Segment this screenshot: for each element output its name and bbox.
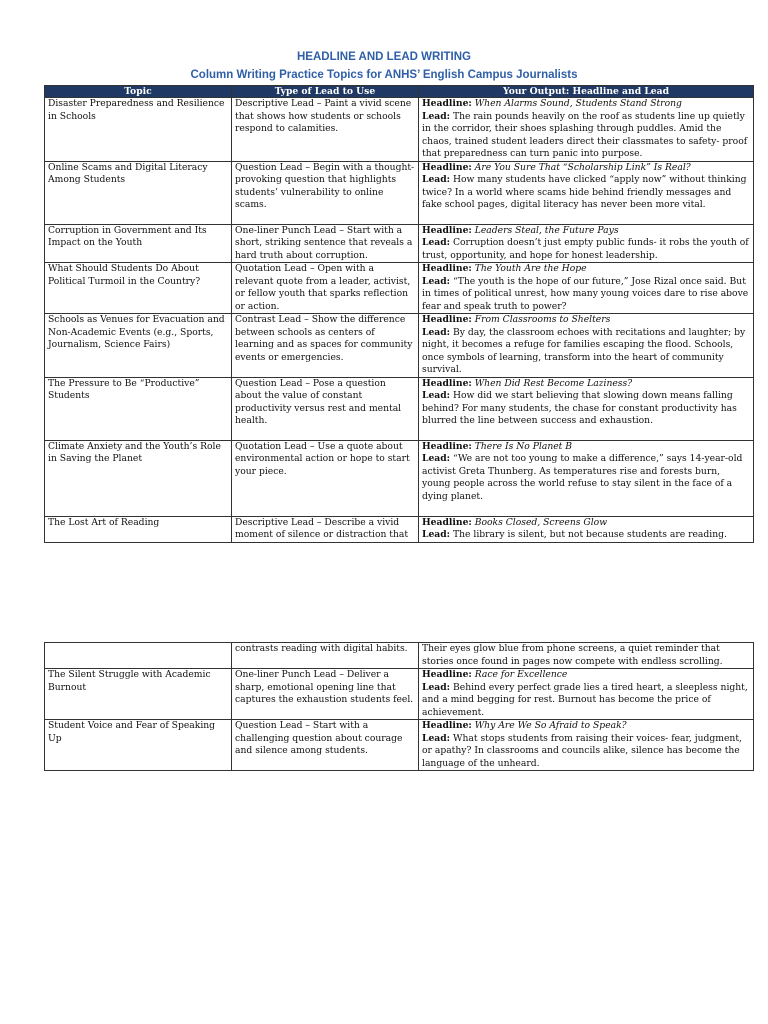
headline-label: Headline: — [422, 720, 472, 731]
output-cell: Their eyes glow blue from phone screens, a quiet reminder that stories once found in pages now compete with endless scrolling. — [419, 643, 754, 669]
lead-type-cell: Question Lead – Begin with a thought-provoking question that highlights students’ vulnerability to online scams. — [232, 161, 419, 224]
headline-label: Headline: — [422, 669, 472, 680]
lead-type-cell: One-liner Punch Lead – Deliver a sharp, emotional opening line that captures the exhaustion students feel. — [232, 669, 419, 720]
table-row — [45, 263, 754, 314]
output-cell — [419, 314, 754, 378]
table-row — [45, 161, 754, 224]
lead-text: What stops students from raising their voices- fear, judgment, or apathy? In classrooms and councils alike, silence has become the language of the unheard. — [422, 732, 742, 769]
lead-label: Lead: — [422, 326, 451, 338]
lead-text: Corruption doesn’t just empty public funds- it robs the youth of trust, opportunity, and hope for honest leadership. — [422, 237, 749, 261]
headline-label: Headline: — [422, 263, 472, 274]
lead-type-cell: Question Lead – Start with a challenging question about courage and silence among students. — [232, 720, 419, 771]
topic-cell: Climate Anxiety and the Youth’s Role in Saving the Planet — [45, 440, 232, 516]
table-row — [45, 314, 754, 378]
headline-text: Books Closed, Screens Glow — [474, 516, 608, 528]
topic-cell: Online Scams and Digital Literacy Among Students — [45, 161, 232, 224]
column-header-output: Your Output: Headline and Lead — [419, 86, 754, 98]
headline-text: The Youth Are the Hope — [474, 263, 587, 274]
topic-cell: Student Voice and Fear of Speaking Up — [45, 720, 232, 771]
output-cell — [419, 440, 754, 516]
lead-type-cell: Quotation Lead – Use a quote about environmental action or hope to start your piece. — [232, 440, 419, 516]
headline-text: Race for Excellence — [474, 669, 568, 680]
table-row — [45, 669, 754, 720]
lead-type-cell: One-liner Punch Lead – Start with a short, striking sentence that reveals a hard truth about corruption. — [232, 224, 419, 263]
output-cell — [419, 98, 754, 162]
lead-label: Lead: — [422, 681, 451, 693]
headline-text: There Is No Planet B — [474, 440, 573, 452]
lead-text: How did we start believing that slowing down means falling behind? For many students, the chase for constant productivity has blurred the line between success and exhaustion. — [422, 390, 737, 426]
lead-label: Lead: — [422, 453, 451, 464]
output-cell — [419, 377, 754, 440]
topics-table-page-1 — [44, 85, 754, 543]
headline-text: When Did Rest Become Laziness? — [474, 377, 633, 389]
headline-label: Headline: — [422, 224, 472, 236]
document-title: HEADLINE AND LEAD WRITING — [297, 51, 471, 63]
headline-label: Headline: — [422, 161, 472, 173]
topic-cell: Corruption in Government and Its Impact on the Youth — [45, 224, 232, 263]
lead-text: The rain pounds heavily on the roof as students line up quietly in the corridor, their shoes splashing through puddles. Amid the chaos, trained student leaders direct their classmates to safety- proof that preparedness can turn panic into purpose. — [422, 110, 748, 159]
lead-text: How many students have clicked “apply now” without thinking twice? In a world where scams hide behind friendly messages and fake school pages, digital literacy has never been more vital. — [422, 174, 747, 210]
lead-label: Lead: — [422, 529, 451, 540]
lead-text: The library is silent, but not because students are reading. — [453, 529, 727, 540]
lead-type-cell: Descriptive Lead – Describe a vivid moment of silence or distraction that — [232, 516, 419, 542]
lead-text: “The youth is the hope of our future,” Jose Rizal once said. But in times of political unrest, how many young voices dare to rise above fear and speak truth to power? — [422, 275, 749, 312]
lead-label: Lead: — [422, 732, 451, 744]
table-row-continuation — [45, 643, 754, 669]
document-header — [0, 50, 768, 83]
table-row — [45, 377, 754, 440]
column-header-topic: Topic — [45, 86, 232, 98]
column-header-lead-type: Type of Lead to Use — [232, 86, 419, 98]
headline-label: Headline: — [422, 516, 472, 528]
topic-cell: The Lost Art of Reading — [45, 516, 232, 542]
headline-text: When Alarms Sound, Students Stand Strong — [474, 98, 682, 109]
lead-label: Lead: — [422, 390, 451, 401]
headline-text: Leaders Steal, the Future Pays — [474, 224, 619, 236]
output-cell — [419, 669, 754, 720]
headline-text: Are You Sure That “Scholarship Link” Is Real? — [474, 161, 691, 173]
topic-cell: Schools as Venues for Evacuation and Non-Academic Events (e.g., Sports, Journalism, Science Fairs) — [45, 314, 232, 378]
output-cell — [419, 720, 754, 771]
topic-cell: The Silent Struggle with Academic Burnout — [45, 669, 232, 720]
output-cell — [419, 161, 754, 224]
table-row — [45, 224, 754, 263]
lead-text: Behind every perfect grade lies a tired heart, a sleepless night, and a mind begging for rest. Burnout has become the price of achievement. — [422, 681, 748, 718]
lead-label: Lead: — [422, 275, 451, 287]
headline-label: Headline: — [422, 314, 472, 325]
lead-text: “We are not too young to make a difference,” says 14-year-old activist Greta Thunberg. As temperatures rise and forests burn, young people across the world refuse to stay silent in the face of a dying planet. — [422, 453, 743, 502]
lead-type-cell: contrasts reading with digital habits. — [232, 643, 419, 669]
headline-label: Headline: — [422, 98, 472, 109]
topic-cell: Disaster Preparedness and Resilience in Schools — [45, 98, 232, 162]
headline-label: Headline: — [422, 440, 472, 452]
table-row — [45, 720, 754, 771]
topic-cell: The Pressure to Be “Productive” Students — [45, 377, 232, 440]
output-cell — [419, 263, 754, 314]
output-cell — [419, 516, 754, 542]
headline-text: Why Are We So Afraid to Speak? — [474, 720, 627, 731]
output-cell — [419, 224, 754, 263]
lead-label: Lead: — [422, 237, 451, 248]
lead-label: Lead: — [422, 110, 451, 122]
lead-type-cell: Question Lead – Pose a question about the value of constant productivity versus rest and mental health. — [232, 377, 419, 440]
headline-label: Headline: — [422, 377, 472, 389]
lead-type-cell: Quotation Lead – Open with a relevant quote from a leader, activist, or fellow youth that sparks reflection or action. — [232, 263, 419, 314]
topics-table-page-2 — [44, 642, 754, 771]
table-row — [45, 516, 754, 542]
headline-text: From Classrooms to Shelters — [474, 314, 611, 325]
topic-cell — [45, 643, 232, 669]
lead-type-cell: Descriptive Lead – Paint a vivid scene that shows how students or schools respond to calamities. — [232, 98, 419, 162]
table-row — [45, 98, 754, 162]
lead-label: Lead: — [422, 174, 451, 185]
lead-text: By day, the classroom echoes with recitations and laughter; by night, it becomes a refuge for families escaping the flood. Schools, once symbols of learning, transform into the heart of community survival. — [422, 326, 746, 375]
document-subtitle: Column Writing Practice Topics for ANHS’ English Campus Journalists — [190, 69, 578, 81]
lead-type-cell: Contrast Lead – Show the difference between schools as centers of learning and as spaces for community events or emergencies. — [232, 314, 419, 378]
table-row — [45, 440, 754, 516]
topic-cell: What Should Students Do About Political Turmoil in the Country? — [45, 263, 232, 314]
table-header-row — [45, 86, 754, 98]
